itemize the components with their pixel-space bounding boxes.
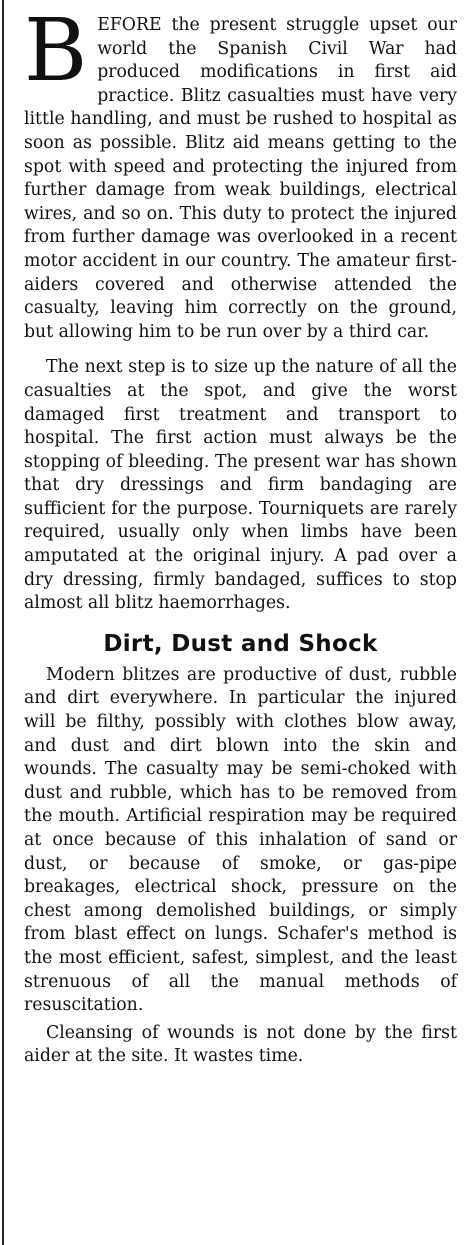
paragraph-cleansing: Cleansing of wounds is not done by the first aider at the site. It wastes time. [24,1022,457,1067]
paragraph-intro-text: EFORE the present struggle upset our world the Spanish Civil War had produced modifications in first aid practice. Blitz casualties must have very little handling, and must be rushed to hospital as soon as possible. Blitz aid means getting to the spot with speed and protecting the injured from further damage from weak buildings, electrical wires, and so on. This duty to protect the injured from further damage was overlooked in a recent motor accident in our country. The amateur first-aiders covered and otherwise attended the casualty, leaving him correctly on the ground, but allowing him to be run over by a third car. [24,15,457,342]
paragraph-intro [24,1,457,344]
paragraph-next-step: The next step is to size up the nature of all the casualties at the spot, and give the worst damaged first treatment and transport to hospital. The first action must always be the stopping of bleeding. The present war has shown that dry dressings and firm bandaging are sufficient for the purpose. Tourniquets are rarely required, usually only when limbs have been amputated at the original injury. A pad over a dry dressing, firmly bandaged, suffices to stop almost all blitz haemorrhages. [24,357,457,614]
section-heading: Dirt, Dust and Shock [103,630,378,657]
paragraph-dirt-dust: Modern blitzes are productive of dust, rubble and dirt everywhere. In particular the injured will be filthy, possibly with clothes blow away, and dust and dirt blown into the skin and wounds. The casualty may be semi-choked with dust and rubble, which has to be removed from the mouth. Artificial respiration may be required at once because of this inhalation of sand or dust, or because of smoke, or gas-pipe breakages, electrical shock, pressure on the chest among demolished buildings, or simply from blast effect on lungs. Schafer's method is the most efficient, safest, simplest, and the least strenuous of all the manual methods of resuscitation. [24,664,457,1016]
column-rule [2,0,4,1245]
drop-cap: B [24,1,88,101]
paragraph-gap [24,344,457,356]
article-column [24,1,457,1069]
